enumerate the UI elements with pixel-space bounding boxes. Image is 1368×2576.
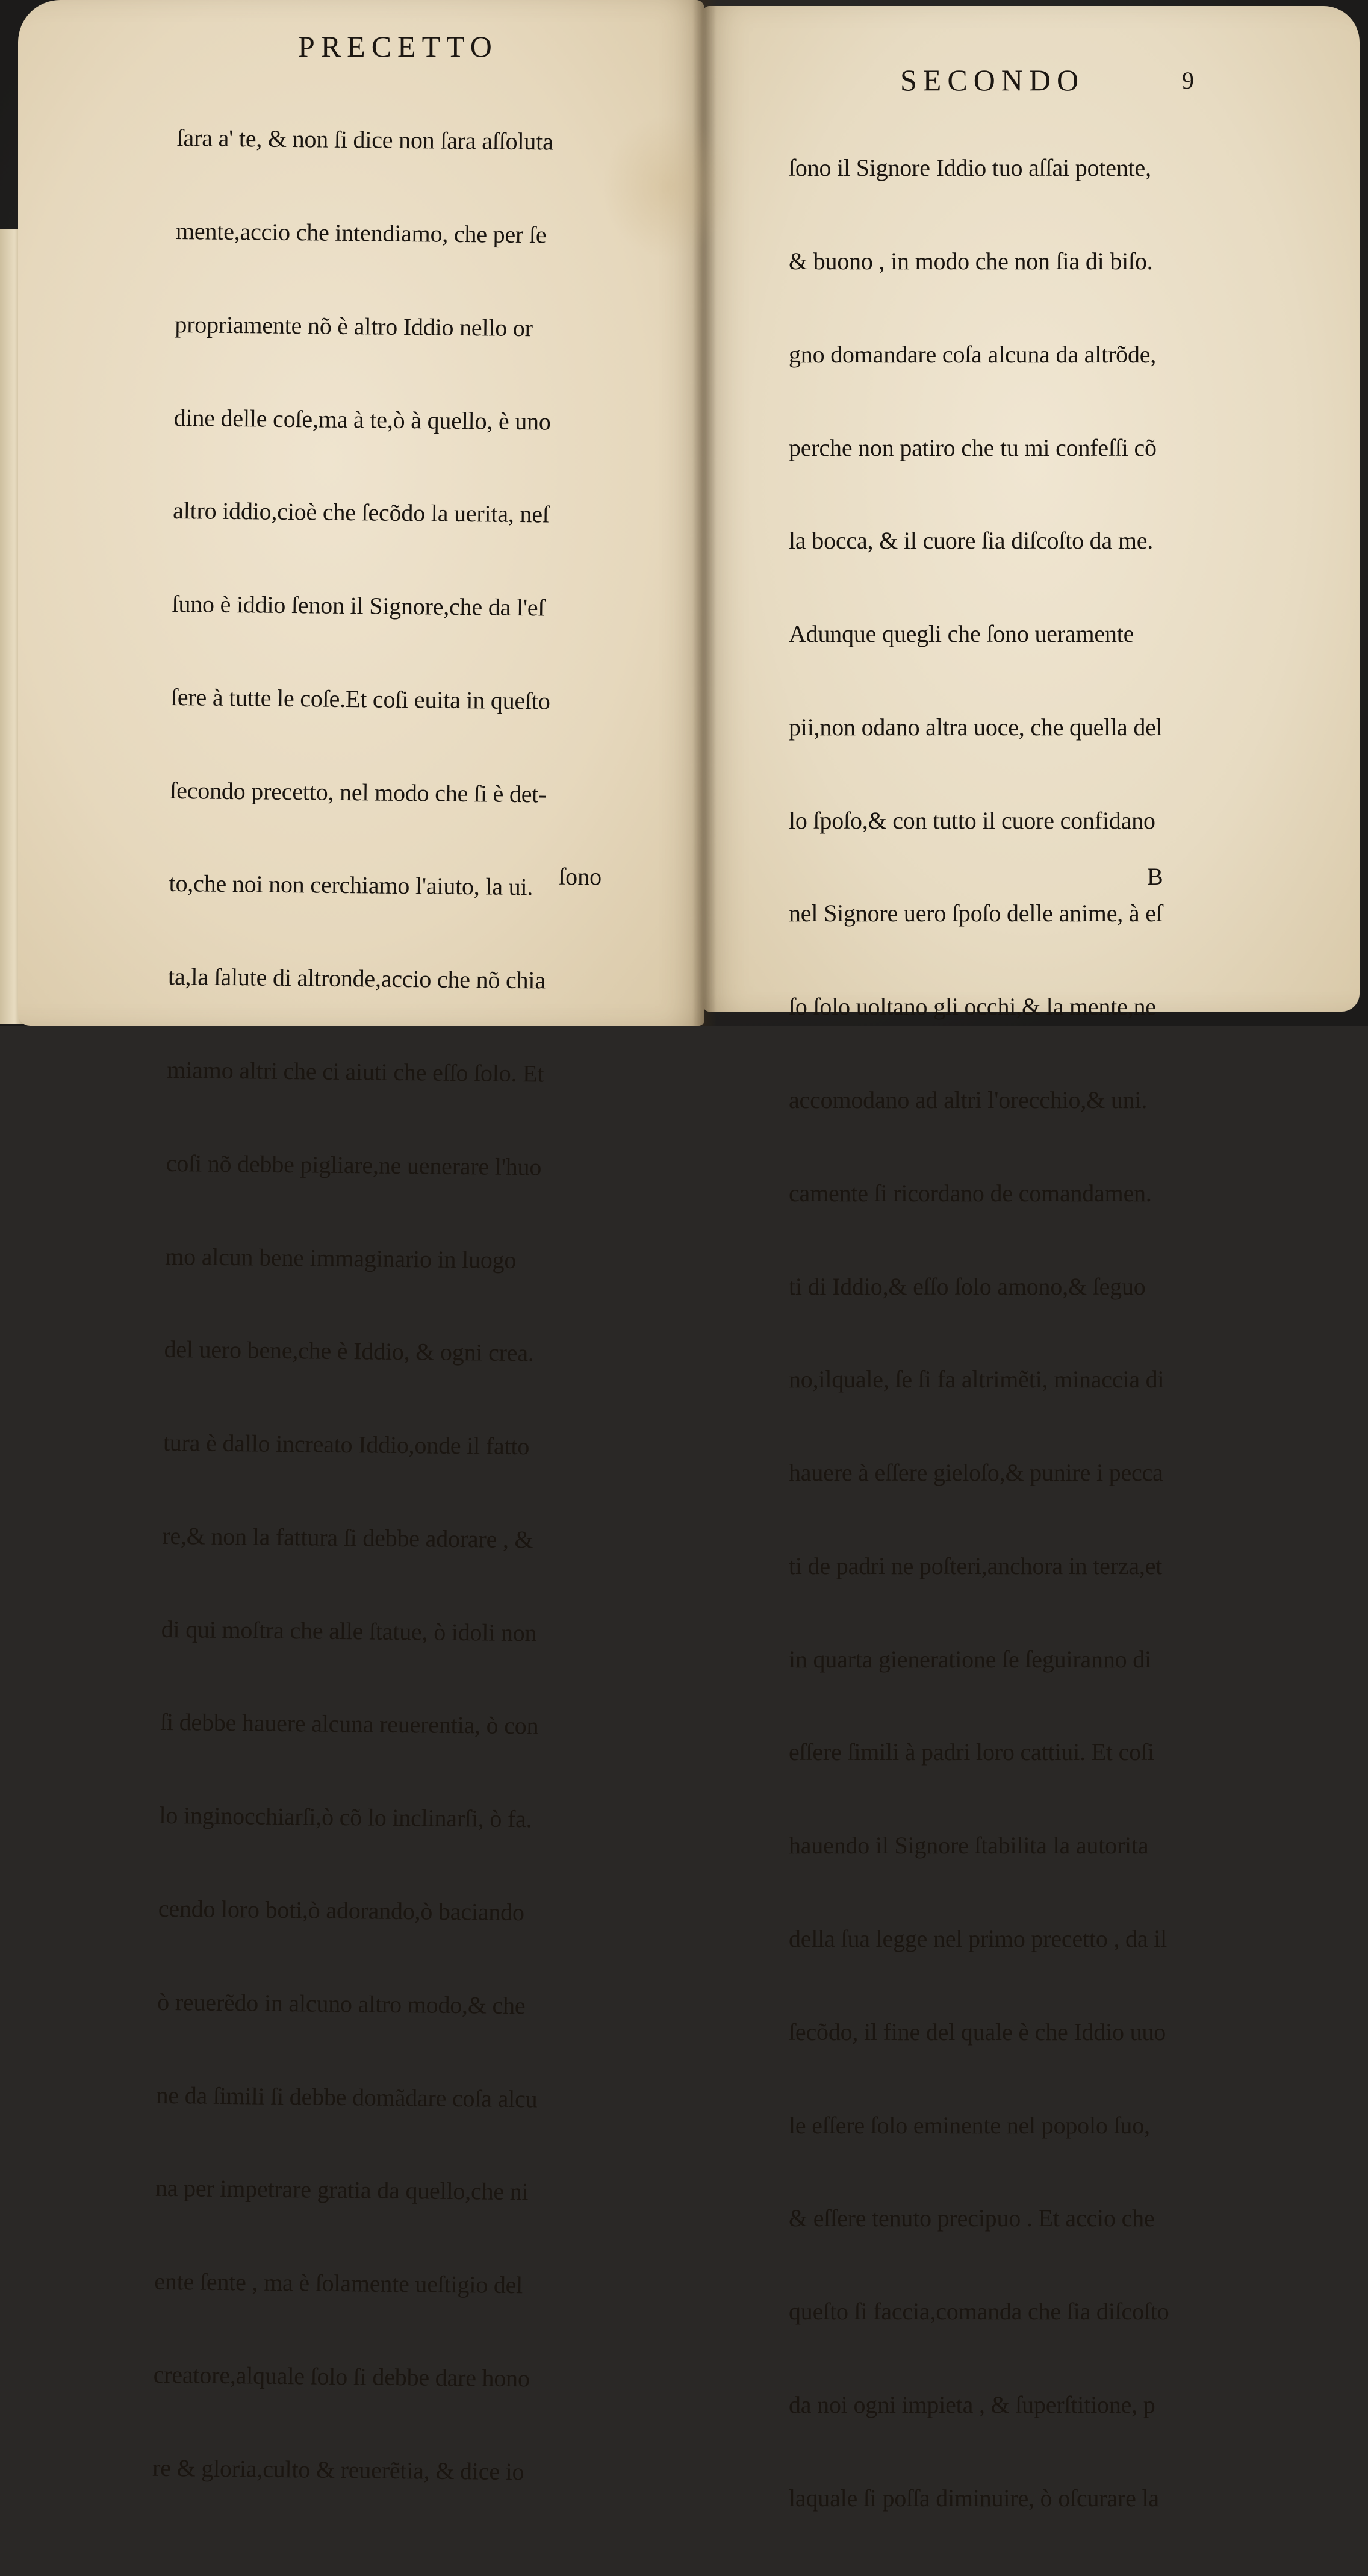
text-line: mente,accio che intendiamo, che per ſe (175, 217, 547, 249)
text-line: ta,la ſalute di altronde,accio che nõ chia (167, 963, 546, 994)
text-line: pii,non odano altra uoce, che quella del (789, 713, 1163, 741)
text-line: tura è dallo increato Iddio,onde il fatto (163, 1429, 530, 1460)
text-line: propriamente nõ è altro Iddio nello or (175, 310, 533, 341)
text-line: laquale ſi poſſa diminuire, ò oſcurare la (789, 2484, 1159, 2512)
text-line: ti de padri ne poſteri,anchora in terza,et (789, 1552, 1163, 1579)
signature-mark: B (1147, 863, 1163, 890)
text-line: ſecondo precetto, nel modo che ſi è det- (170, 776, 547, 808)
catchword: ſono (559, 863, 602, 890)
paper-stain (602, 114, 735, 259)
text-line: accomodano ad altri l'orecchio,& uni. (789, 1086, 1148, 1113)
text-line: lo ſpoſo,& con tutto il cuore confidano (789, 806, 1155, 834)
text-line: del uero bene,che è Iddio, & ogni crea. (164, 1336, 534, 1367)
text-line: in quarta gieneratione ſe ſeguiranno di (789, 1645, 1151, 1673)
right-page-header: SECONDO (900, 63, 1085, 97)
text-line: na per impetrare gratia da quello,che ni (155, 2174, 529, 2206)
text-line: ſo ſolo uoltano gli occhi,& la mente,ne (789, 993, 1156, 1021)
text-line: perche non patiro che tu mi confeſſi cõ (789, 434, 1157, 461)
folio-number: 9 (1182, 67, 1194, 94)
text-line: ò reuerẽdo in alcuno altro modo,& che (157, 1988, 526, 2020)
text-line: lo inginocchiarſi,ò cõ lo inclinarſi, ò fa. (159, 1802, 532, 1833)
text-line: to,che noi non cerchiamo l'aiuto, la ui. (169, 870, 533, 901)
text-line: camente ſi ricordano de comandamen. (789, 1179, 1152, 1207)
left-page-text (152, 60, 559, 2550)
text-line: ſere à tutte le coſe.Et coſi euita in queſto (170, 683, 550, 715)
text-line: ſi debbe hauere alcuna reuerentia, ò con (160, 1708, 539, 1740)
text-line: ſono il Signore Iddio tuo aſſai potente, (789, 154, 1151, 182)
text-line: creatore,alquale ſolo ſi debbe dare hono (153, 2360, 530, 2392)
text-line: ſecõdo, il fine del quale è che Iddio uuo (789, 2018, 1166, 2046)
right-page-text (789, 90, 1234, 2576)
text-line: ſara a' te, & non ſi dice non ſara aſſoluta (176, 124, 553, 155)
text-line: altro iddio,cioè che ſecõdo la uerita, neſ (172, 497, 550, 528)
text-line: da noi ogni impieta , & ſuperſtitione, p (789, 2391, 1155, 2418)
left-page-header: PRECETTO (298, 30, 498, 63)
text-line: le eſſere ſolo eminente nel popolo ſuo, (789, 2111, 1150, 2139)
text-line: cendo loro boti,ò adorando,ò baciando (158, 1894, 525, 1926)
text-line: coſi nõ debbe pigliare,ne uenerare l'huo (166, 1149, 542, 1181)
text-line: ente ſente , ma è ſolamente ueſtigio del (154, 2267, 523, 2299)
text-line: della ſua legge nel primo precetto , da il (789, 1925, 1167, 1953)
text-line: re & gloria,culto & reuerẽtia, & dice io (152, 2454, 524, 2485)
text-line: ne da ſimili ſi debbe domãdare coſa alcu (156, 2081, 538, 2113)
text-line: ſuno è iddio ſenon il Signore,che da l'eſ (172, 590, 545, 621)
text-line: ti di Iddio,& eſſo ſolo amono,& ſeguo (789, 1272, 1146, 1300)
text-line: nel Signore uero ſpoſo delle anime, à eſ (789, 900, 1163, 927)
text-line: queſto ſi faccia,comanda che ſia diſcoſto (789, 2298, 1169, 2326)
text-line: gno domandare coſa alcuna da altrõde, (789, 340, 1157, 368)
text-line: & buono , in modo che non ſia di biſo. (789, 247, 1153, 275)
text-line: Adunque quegli che ſono ueramente (789, 620, 1134, 648)
text-line: miamo altri che ci aiuti che eſſo ſolo. Et (167, 1056, 544, 1087)
text-line: di qui moſtra che alle ſtatue, ò idoli non (161, 1615, 537, 1647)
text-line: la bocca, & il cuore ſia diſcoſto da me. (789, 527, 1154, 555)
text-line: dine delle coſe,ma à te,ò à quello, è uno (173, 403, 551, 435)
text-line: no,ilquale, ſe ſi fa altrimẽti, minaccia di (789, 1366, 1164, 1393)
text-line: re,& non la fattura ſi debbe adorare , & (162, 1522, 533, 1554)
text-line: hauendo il Signore ſtabilita la autorita (789, 1832, 1149, 1859)
text-line: eſſere ſimili à padri loro cattiui. Et coſi (789, 1738, 1154, 1766)
text-line: hauere à eſſere gieloſo,& punire i pecca (789, 1459, 1163, 1487)
text-line: & eſſere tenuto precipuo . Et accio che (789, 2204, 1155, 2232)
text-line: mo alcun bene immaginario in luogo (164, 1242, 517, 1274)
